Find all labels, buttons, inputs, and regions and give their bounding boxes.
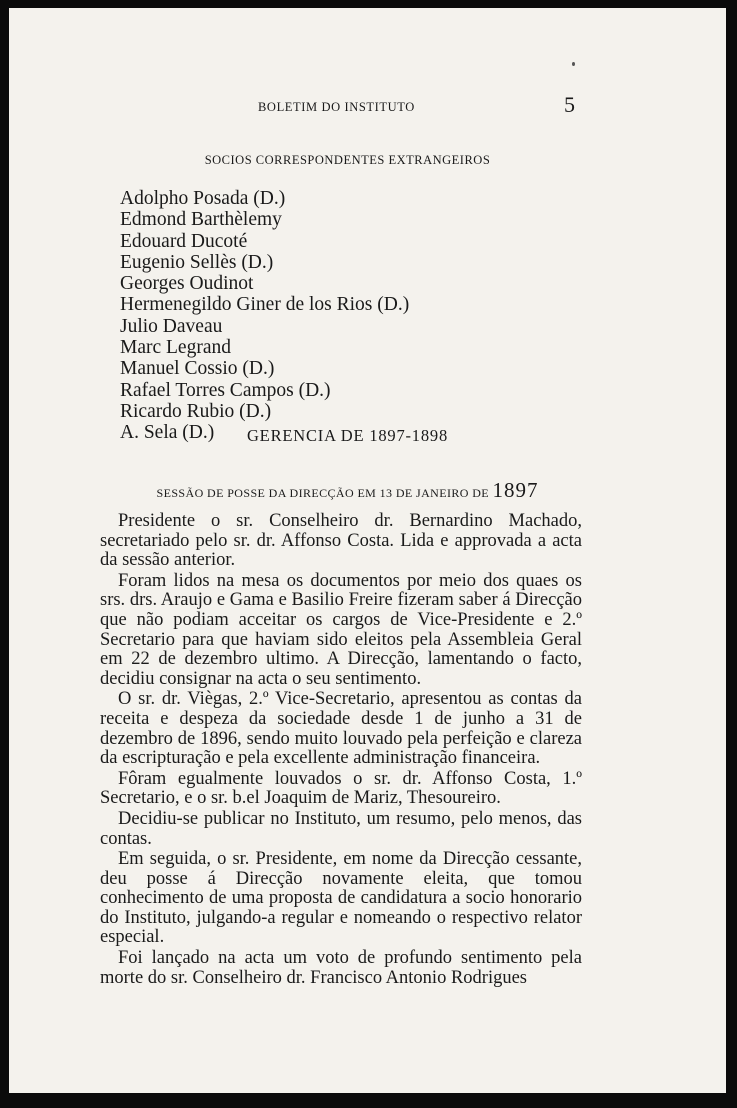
list-item: Hermenegildo Giner de los Rios (D.)	[120, 294, 410, 316]
session-heading	[9, 478, 686, 503]
list-item: Marc Legrand	[120, 337, 231, 359]
paragraph: Foram lidos na mesa os documentos por meio dos quaes os srs. drs. Araujo e Gama e Basilio Freire fizeram saber á Direcção que não podiam acceitar os cargos de Vice-Presidente e 2.º Secretario para que haviam sido eleitos pela Assembleia Geral em 22 de dezembro ultimo. A Direcção, lamentando o facto, decidiu consignar na acta o seu sentimento.	[100, 570, 582, 689]
list-item: Adolpho Posada (D.)	[120, 188, 286, 209]
list-item: Rafael Torres Campos (D.)	[120, 379, 331, 401]
list-item: Ricardo Rubio (D.)	[120, 400, 272, 422]
list-item: A. Sela (D.)	[120, 422, 215, 444]
paragraph: O sr. dr. Viègas, 2.º Vice-Secretario, apresentou as contas da receita e despeza da sociedade desde 1 de junho a 31 de dezembro de 1896, sendo muito louvado pela perfeição e clareza da escripturação e pela excellente administração financeira.	[100, 689, 582, 769]
members-section-heading: SOCIOS CORRESPONDENTES EXTRANGEIROS	[204, 153, 491, 167]
ink-speck	[572, 62, 575, 66]
paragraph: Em seguida, o sr. Presidente, em nome da Direcção cessante, deu posse á Direcção novamente eleita, que tomou conhecimento de uma proposta de candidatura a socio honorario do Instituto, julgando-a regular e nomeando o respectivo relator especial.	[100, 849, 582, 948]
minutes-body	[100, 512, 582, 988]
paragraph: Fôram egualmente louvados o sr. dr. Affonso Costa, 1.º Secretario, e o sr. b.el Joaquim de Mariz, Thesoureiro.	[100, 768, 582, 809]
list-item: Edmond Barthèlemy	[120, 209, 282, 231]
paragraph: Foi lançado na acta um voto de profundo sentimento pela morte do sr. Conselheiro dr. Francisco Antonio Rodrigues	[100, 948, 582, 988]
member-list	[120, 188, 409, 444]
session-heading-year: 1897	[492, 478, 539, 502]
document-page	[9, 8, 726, 1093]
list-item: Julio Daveau	[120, 315, 223, 337]
session-heading-text: SESSÃO DE POSSE DA DIRECÇÃO EM 13 DE JANEIRO DE	[156, 486, 490, 500]
paragraph: Decidiu-se publicar no Instituto, um resumo, pelo menos, das contas.	[100, 808, 582, 849]
page-number: 5	[564, 92, 575, 117]
list-item: Eugenio Sellès (D.)	[120, 251, 274, 273]
list-item: Georges Oudinot	[120, 273, 254, 295]
list-item: Edouard Ducoté	[120, 230, 248, 252]
running-title: BOLETIM DO INSTITUTO	[258, 100, 415, 114]
running-header	[9, 92, 726, 122]
paragraph: Presidente o sr. Conselheiro dr. Bernardino Machado, secretariado pelo sr. dr. Affonso Costa. Lida e approvada a acta da sessão anterior.	[100, 511, 582, 571]
list-item: Manuel Cossio (D.)	[120, 358, 275, 380]
gerencia-heading: GERENCIA DE 1897-1898	[246, 426, 449, 445]
